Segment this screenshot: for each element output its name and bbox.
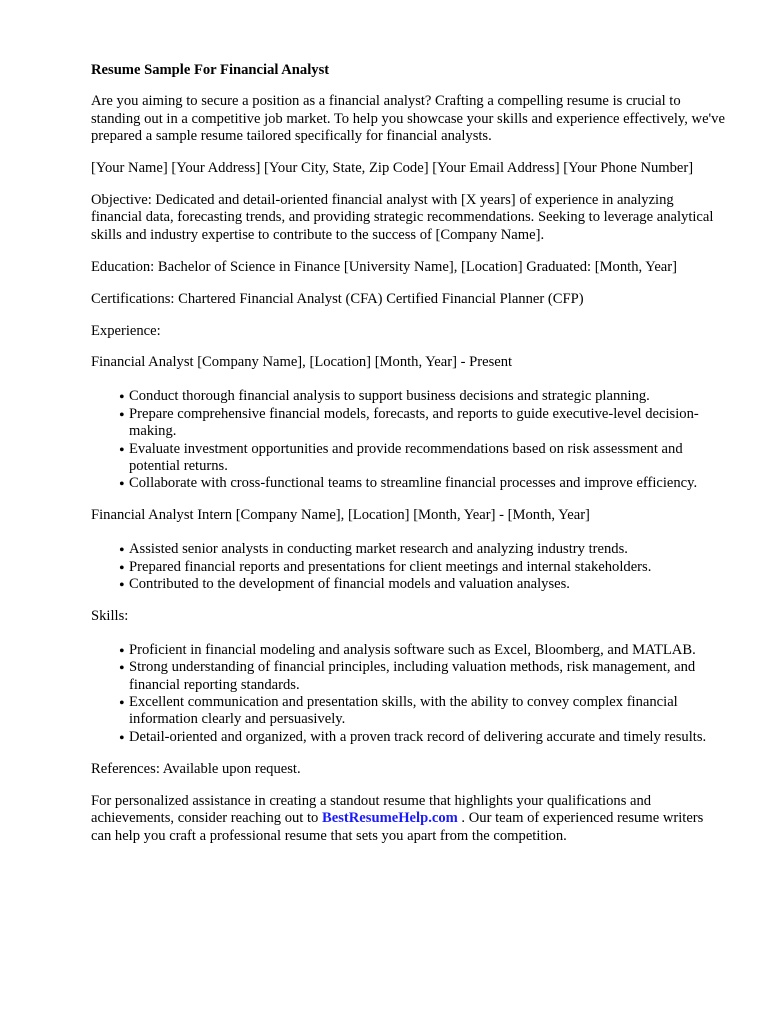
skill-bullet: • Detail-oriented and organized, with a proven track record of delivering accurate and timely results. (91, 729, 727, 746)
job-bullet: • Conduct thorough financial analysis to support business decisions and strategic planning. (91, 388, 727, 405)
closing-text-after: . Our team of experienced resume writers can help you craft a professional resume that sets you apart from the competition. (91, 810, 704, 844)
bestresumehelp-link[interactable]: BestResumeHelp.com (322, 810, 458, 827)
job-bullet: • Prepare comprehensive financial models, forecasts, and reports to guide executive-level decision-making. (91, 406, 727, 441)
closing-text-before: For personalized assistance in creating a standout resume that highlights your qualifications and achievements, consider reaching out to (91, 792, 652, 827)
closing-paragraph (91, 793, 727, 845)
job-bullet: • Contributed to the development of financial models and valuation analyses. (91, 576, 727, 593)
job-heading: Financial Analyst Intern [Company Name], [Location] [Month, Year] - [Month, Year] (91, 507, 590, 524)
experience-heading: Experience: (91, 322, 161, 339)
job-bullet-list (91, 386, 727, 492)
skills-heading: Skills: (91, 607, 129, 624)
certifications-line: Certifications: Chartered Financial Analyst (CFA) Certified Financial Planner (CFP) (91, 290, 584, 307)
job-bullet-list (91, 539, 727, 593)
job-bullet: • Assisted senior analysts in conducting market research and analyzing industry trends. (91, 541, 727, 558)
skill-bullet: • Excellent communication and presentation skills, with the ability to convey complex financial information clearly and persuasively. (91, 694, 727, 729)
page-title: Resume Sample For Financial Analyst (91, 62, 330, 78)
objective-paragraph: Objective: Dedicated and detail-oriented financial analyst with [X years] of experience in analyzing financial data, forecasting trends, and providing strategic recommendations. Seeking to leverage analytical skills and industry expertise to contribute to the success of [Company Name]. (91, 192, 714, 243)
job-bullet: • Evaluate investment opportunities and provide recommendations based on risk assessment and potential returns. (91, 441, 727, 476)
resume-document (91, 62, 727, 859)
intro-paragraph: Are you aiming to secure a position as a financial analyst? Crafting a compelling resume is crucial to standing out in a competitive job market. To help you showcase your skills and experience effectively, we've prepared a sample resume tailored specifically for financial analysts. (91, 93, 725, 145)
job-bullet: • Prepared financial reports and presentations for client meetings and internal stakeholders. (91, 559, 727, 576)
education-line: Education: Bachelor of Science in Finance [University Name], [Location] Graduated: [Month, Year] (91, 258, 677, 275)
contact-line: [Your Name] [Your Address] [Your City, State, Zip Code] [Your Email Address] [Your Phone Number] (91, 160, 694, 177)
job-bullet: • Collaborate with cross-functional teams to streamline financial processes and improve efficiency. (91, 475, 727, 492)
references-line: References: Available upon request. (91, 760, 301, 777)
skill-bullet: • Strong understanding of financial principles, including valuation methods, risk management, and financial reporting standards. (91, 659, 727, 694)
skill-bullet: • Proficient in financial modeling and analysis software such as Excel, Bloomberg, and MATLAB. (91, 642, 727, 659)
skills-list (91, 640, 727, 746)
job-heading: Financial Analyst [Company Name], [Location] [Month, Year] - Present (91, 354, 513, 371)
